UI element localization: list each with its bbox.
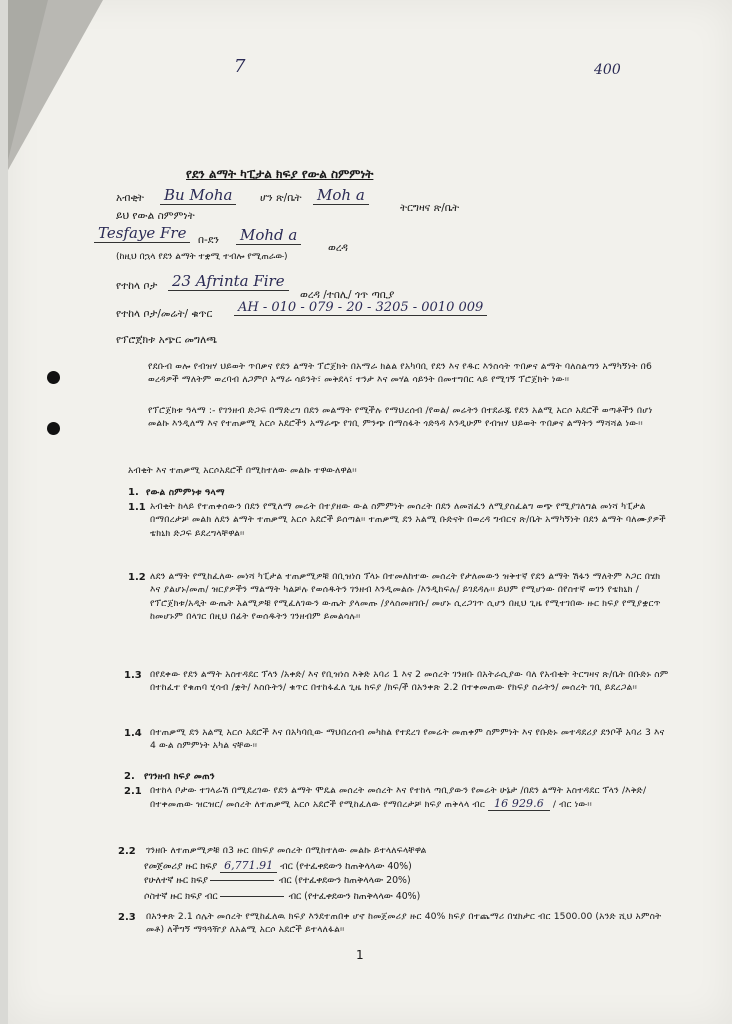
section1-heading: የውል ስምምነቱ ዓላማ [146, 487, 225, 498]
site-suffix: ወረዳ /ተበሊ/ ጎጥ ጣቢያ [300, 289, 395, 301]
payment-row [144, 891, 420, 902]
section2-heading: የገንዘብ ክፍያ መጠን [144, 771, 215, 782]
phone-value: Moh a [313, 186, 369, 205]
clause-text: በአንቀጽ 2.1 ሰሌት መሰረት የሚከፈለዉ ክፍያ እንደተጠበቀ ሆኖ ከመጀመሪያ ዙር 40% ክፍያ በተጨማሪ በሄክታር ብር 1500.00 (አንድ ሺህ አምስት መቶ) ለችግኝ ማጓጓዥያ ለአልሚ አርሶ አደሮች ይተላለፋል፡፡ [146, 911, 662, 936]
payment-label: ሶስተኛ ዙር ክፍያ ብር [144, 891, 218, 902]
contract-label: ይህ የውል ስምምነት [116, 210, 195, 222]
page-number: 1 [356, 948, 364, 962]
plot-number-label: የተከላ ቦታ/መሬት/ ቁጥር [116, 308, 213, 320]
section1-number: 1. [128, 487, 139, 498]
page-shadow [8, 0, 48, 160]
lessee-description: (ከዚህ በኋላ የደን ልማት ተቋሚ ተብሎ የሚጠራው) [116, 252, 288, 262]
between-label: በ-ደን [198, 234, 220, 246]
clause-2-1-intro: በተከላ ቦታው ተገላራሽ በሚደረገው የደን ልማት ሞዴል መሰረት መሰረት እና የተከላ ጣቢያውን የመሬት ሁኔታ /በደን ልማት አስተዳደር ፕላን /እቅድ/ በተቀመጠው ዝርዝር/ መሰረት ለተጠቃሚ አርሶ አደሮች የሚከፈለው የማበረታቻ ክፍያ ጠቅላላ ብር [150, 785, 647, 811]
document-title: የደን ልማት ካፒታል ክፍያ የውል ስምምነት [186, 167, 374, 181]
bullet-marker [47, 422, 60, 435]
between-value: Mohd a [236, 226, 301, 245]
clause-number: 1.4 [124, 728, 142, 739]
document-page [8, 0, 732, 1024]
blank-line [220, 895, 284, 897]
lessor-name: Bu Moha [160, 186, 236, 205]
parties-intro: አብቂት እና ተጠቃሚ አርሶአደሮች በሚከተለው መልኩ ተዋውለዋል፡፡ [128, 465, 357, 476]
bullet-item: የፕሮጀክቱ ዓላማ :- የገንዘብ ድጋፍ በማድረግ በደን መልማት የሚችሉ የማህረሰብ /የወል/ መሬትን በተደራጁ የደን አልሚ አርሶ አደሮች ወጣቶችን በሆነ መልኩ እንዲለማ እና የተጠቃሚ አርሶ አደሮችን አማራጭ የገቢ ምንጭ በማስፋት ጎድጓዳ እንዲሁም የብዝሃ ህይወት ጥበቃና ልማትን ማሻሻል ነው፡፡ [148, 405, 653, 430]
payment-label: የመጀመሪያ ዙር ክፍያ [144, 861, 218, 872]
clause-2-2-intro: ገንዘቡ ለተጠቃሚዎቹ በ3 ዙር በክፍያ መሰረት በሚከተለው መልኩ ይተላለፍላቸዋል [146, 845, 427, 856]
clause-number: 2.2 [118, 846, 136, 857]
payment-amount: 6,771.91 [220, 859, 277, 873]
payment-note: ብር (የተፈቀደውን ከጠቅላላው 40%) [280, 861, 412, 872]
lessee-name: Tesfaye Fre [94, 224, 190, 243]
lessor-label: አብቂት [116, 192, 145, 204]
page-mark-annotation: 400 [594, 62, 621, 78]
bullet-marker [47, 371, 60, 384]
site-label: የተከላ ቦታ [116, 280, 158, 292]
clause-text: በተጠቃሚ ደን አልሚ አርሶ አደሮች እና በአካባቢው ማህበረሰብ መካከል የተደረገ የመሬት መጠቀም ስምምነት እና የቡድኑ መተዳደሪያ ደንቦች አባሪ 3 እና 4 ውል ስምምነት አካል ናቸው፡፡ [150, 727, 665, 752]
office-suffix: ትርግዛና ጽ/ቤት [400, 202, 460, 214]
plot-number-value: AH - 010 - 079 - 20 - 3205 - 0010 009 [234, 300, 487, 316]
clause-number: 1.3 [124, 670, 142, 681]
clause-text: አብቂት ከላይ የተጠቀሰውን በደን የሚለማ መሬት በተያዘው ውል ስምምነት መሰረት በደን ለመሸፈን ለሚያስፈልግ ወጭ የሚያገለግል መነሻ ካፒታል በማበረታቻ መልክ ለደን ልማት ተጠቃሚ አርሶ አደሮች ይሰጣል፡፡ ተጠቃሚ ደን አልሚ ቡድናት በወረዳ ግብርና ጽ/ቤት አማካኝነት በደን ልማት ባለሙያዎች ቴክኒክ ድጋፍ ይደረግላቸዋል፡፡ [150, 501, 666, 539]
clause-2-1-text [150, 784, 670, 812]
payment-row [144, 875, 411, 886]
top-mark-annotation: 7 [234, 56, 246, 77]
clause-number: 1.1 [128, 502, 146, 513]
payment-note: ብር (የተፈቀደውን ከጠቅላላው 20%) [278, 875, 411, 886]
payment-label: የሁለተኛ ዙር ክፍያ [144, 875, 208, 886]
total-amount-value: 16 929.6 [488, 797, 550, 811]
blank-line [210, 879, 274, 881]
project-summary-label: የፕሮጀክቱ አጭር መግለጫ [116, 334, 218, 346]
wereda-suffix: ወረዳ [328, 242, 348, 254]
clause-number: 2.1 [124, 786, 142, 797]
clause-text: ለደን ልማት የሚከፈለው መነሻ ካፒታል ተጠቃሚዎቹ በቢዝነስ ፕላኑ በተመለከተው መሰረት የታለመውን ዝቅተኛ የደን ልማት ሽፋን ማለትም እጋር በሄክ እና ያልሆኑ/መጠ/ ዝርያዎችን ማልማት ካልቻሉ የወሰዱትን ገንዘብ እንዲመልሱ /እንዲከፍሉ/ ይገደዳሉ፡፡ ይህም የሚሆነው በየስተኛ ወገን የቴክኒክ /የፕሮጀክቱ/አዲት ውጤት አልሚዎቹ የሚፈለገውን ውጤት ያላመጡ /ያላስመዘገቡ/ መሆኑ ሲረጋገጥ ሲሆን በዚህ ጊዜ የሚተገበው ዙር ክፍያ የሚያቋርጥ ከመሆኑም በላገር በዚህ በፊት የወሰዱትን ገንዘብም ይመልሳሉ፡፡ [150, 571, 661, 622]
clause-number: 2.3 [118, 912, 136, 923]
payment-row [144, 859, 412, 872]
clause-2-1-end: / ብር ነው፡፡ [552, 799, 592, 811]
site-value: 23 Afrinta Fire [168, 272, 289, 291]
phone-label: ሆን ጽ/ቤት [260, 192, 302, 204]
payment-note: ብር (የተፈቀደውን ከጠቅላላው 40%) [288, 891, 421, 902]
section2-number: 2. [124, 771, 135, 782]
clause-number: 1.2 [128, 572, 146, 583]
clause-text: በየደቀው የደን ልማት አስተዳደር ፕላን /አቀድ/ እና የቢዝነስ እቅድ አባሪ 1 እና 2 መሰረት ገንዘቡ በአትራሲያው ባለ የአብቂት ትርግዛና ጽ/ቤት በቡድኑ ስም በተከፈተ የቁጠባ ሂሳብ /ቋት/ እስቡትን/ ቁጥር በተከፋፈለ ጊዜ ክፍያ /ክፍ/ች በአንቀጽ 2.2 በተቀመጠው የክፍያ ስራትን/ መሰረት ገቢ ይደረጋል፡፡ [150, 669, 669, 694]
bullet-item: የደቡብ ወሎ የብዝሃ ህይወት ጥበቃና የደን ልማት ፕሮጀክት በአማራ ክልል የአካባቢ የደን እና የዱር እንስሳት ጥበቃና ልማት ባለስልጣን አማካኝነት በ6 ወረዳዎች ማለትም ወረባብ ለጋምቦ አማራ ሳይንት፣ መቅደላ፣ ተንታ እና መሃል ሳይንት በመተግበር ላይ የሚገኝ ፕሮጀክት ነው፡፡ [148, 361, 652, 386]
